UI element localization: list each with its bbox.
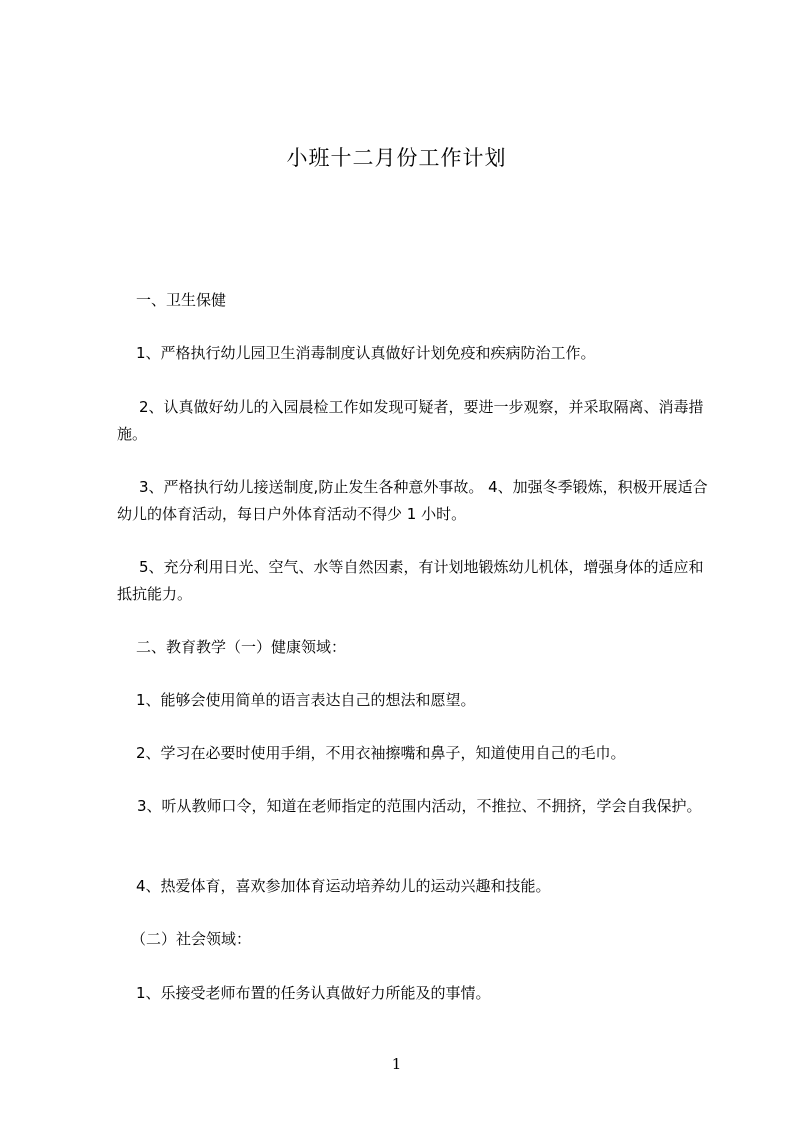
- paragraph: 3、严格执行幼儿接送制度,防止发生各种意外事故。 4、加强冬季锻炼，积极开展适合幼儿的体育活动，每日户外体育活动不得少 1 小时。: [117, 478, 708, 523]
- section-heading-education: 二、教育教学（一）健康领域：: [136, 638, 347, 656]
- paragraph: 2、学习在必要时使用手绢，不用衣袖擦嘴和鼻子，知道使用自己的毛巾。: [136, 744, 626, 762]
- paragraph: 4、热爱体育，喜欢参加体育运动培养幼儿的运动兴趣和技能。: [136, 877, 551, 895]
- paragraph: 1、能够会使用简单的语言表达自己的想法和愿望。: [136, 691, 476, 709]
- document-title: 小班十二月份工作计划: [286, 146, 507, 170]
- section-heading-hygiene: 一、卫生保健: [136, 291, 227, 309]
- page-number: 1: [391, 1055, 402, 1073]
- paragraph: 5、充分利用日光、空气、水等自然因素，有计划地锻炼幼儿机体，增强身体的适应和抵抗能力。: [117, 558, 704, 603]
- paragraph: 1、严格执行幼儿园卫生消毒制度认真做好计划免疫和疾病防治工作。: [136, 344, 596, 362]
- paragraph: 3、听从教师口令，知道在老师指定的范围内活动，不推拉、不拥挤，学会自我保护。: [137, 797, 702, 815]
- section-heading-social: （二）社会领域：: [131, 930, 252, 948]
- paragraph: 2、认真做好幼儿的入园晨检工作如发现可疑者，要进一步观察，并采取隔离、消毒措施。: [117, 398, 704, 443]
- paragraph: 1、乐接受老师布置的任务认真做好力所能及的事情。: [136, 984, 491, 1002]
